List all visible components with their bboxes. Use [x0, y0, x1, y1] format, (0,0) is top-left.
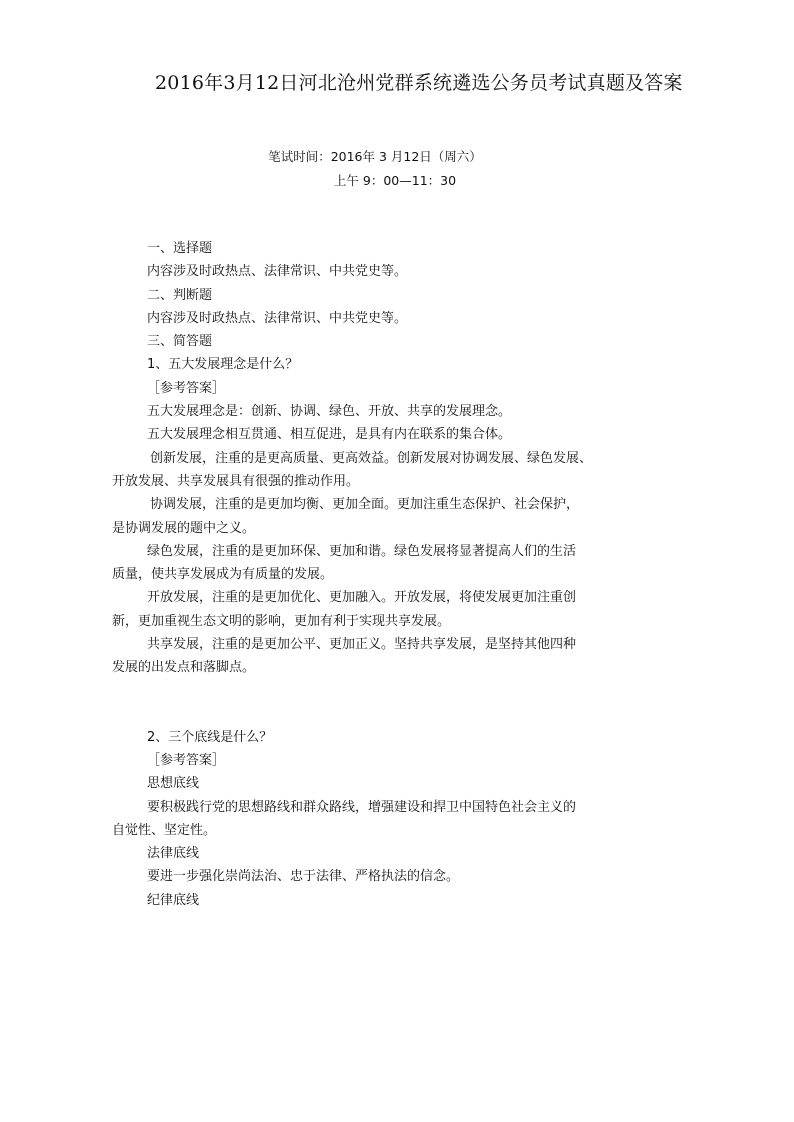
exam-time: 笔试时间：2016年 3 月12日（周六） — [268, 149, 482, 164]
exam-hours: 上午 9：00—11：30 — [333, 173, 457, 188]
text-line: ［参考答案］ — [147, 380, 226, 396]
text-line: 内容涉及时政热点、法律常识、中共党史等。 — [147, 310, 408, 326]
text-line: 纪律底线 — [147, 892, 200, 908]
text-line: 要积极践行党的思想路线和群众路线，增强建设和捍卫中国特色社会主义的 — [147, 799, 577, 815]
text-line: 思想底线 — [147, 776, 200, 792]
text-line: 是协调发展的题中之义。 — [112, 520, 256, 536]
text-line: 开放发展，注重的是更加优化、更加融入。开放发展，将使发展更加注重创 — [147, 590, 577, 606]
text-line: 二、判断题 — [147, 287, 213, 303]
text-line: 绿色发展，注重的是更加环保、更加和谐。绿色发展将显著提高人们的生活 — [147, 543, 577, 559]
text-line: 自觉性、坚定性。 — [112, 822, 217, 838]
document-body — [112, 237, 632, 912]
text-line: 开放发展、共享发展具有很强的推动作用。 — [112, 473, 360, 489]
text-line: 内容涉及时政热点、法律常识、中共党史等。 — [147, 264, 408, 280]
document-title: 2016年3月12日河北沧州党群系统遴选公务员考试真题及答案 — [155, 72, 683, 94]
text-line: 2、三个底线是什么？ — [147, 729, 273, 745]
text-line: 协调发展，注重的是更加均衡、更加全面。更加注重生态保护、社会保护， — [150, 497, 580, 513]
text-line: 要进一步强化崇尚法治、忠于法律、严格执法的信念。 — [147, 869, 460, 885]
paragraph-gap — [112, 680, 632, 726]
text-line: 创新发展，注重的是更高质量、更高效益。创新发展对协调发展、绿色发展、 — [150, 450, 593, 466]
text-line: 法律底线 — [147, 846, 200, 862]
text-line: 五大发展理念是：创新、协调、绿色、开放、共享的发展理念。 — [147, 404, 512, 420]
text-line: 一、选择题 — [147, 241, 213, 256]
text-line: 三、简答题 — [147, 334, 213, 350]
text-line: 新，更加重视生态文明的影响，更加有利于实现共享发展。 — [112, 613, 451, 629]
text-line: 五大发展理念相互贯通、相互促进，是具有内在联系的集合体。 — [147, 427, 512, 443]
text-line: ［参考答案］ — [147, 752, 226, 768]
text-line: 1、五大发展理念是什么？ — [147, 357, 299, 373]
text-line: 发展的出发点和落脚点。 — [112, 660, 256, 676]
text-line: 质量，使共享发展成为有质量的发展。 — [112, 567, 334, 583]
text-line: 共享发展，注重的是更加公平、更加正义。坚持共享发展，是坚持其他四种 — [147, 637, 577, 653]
